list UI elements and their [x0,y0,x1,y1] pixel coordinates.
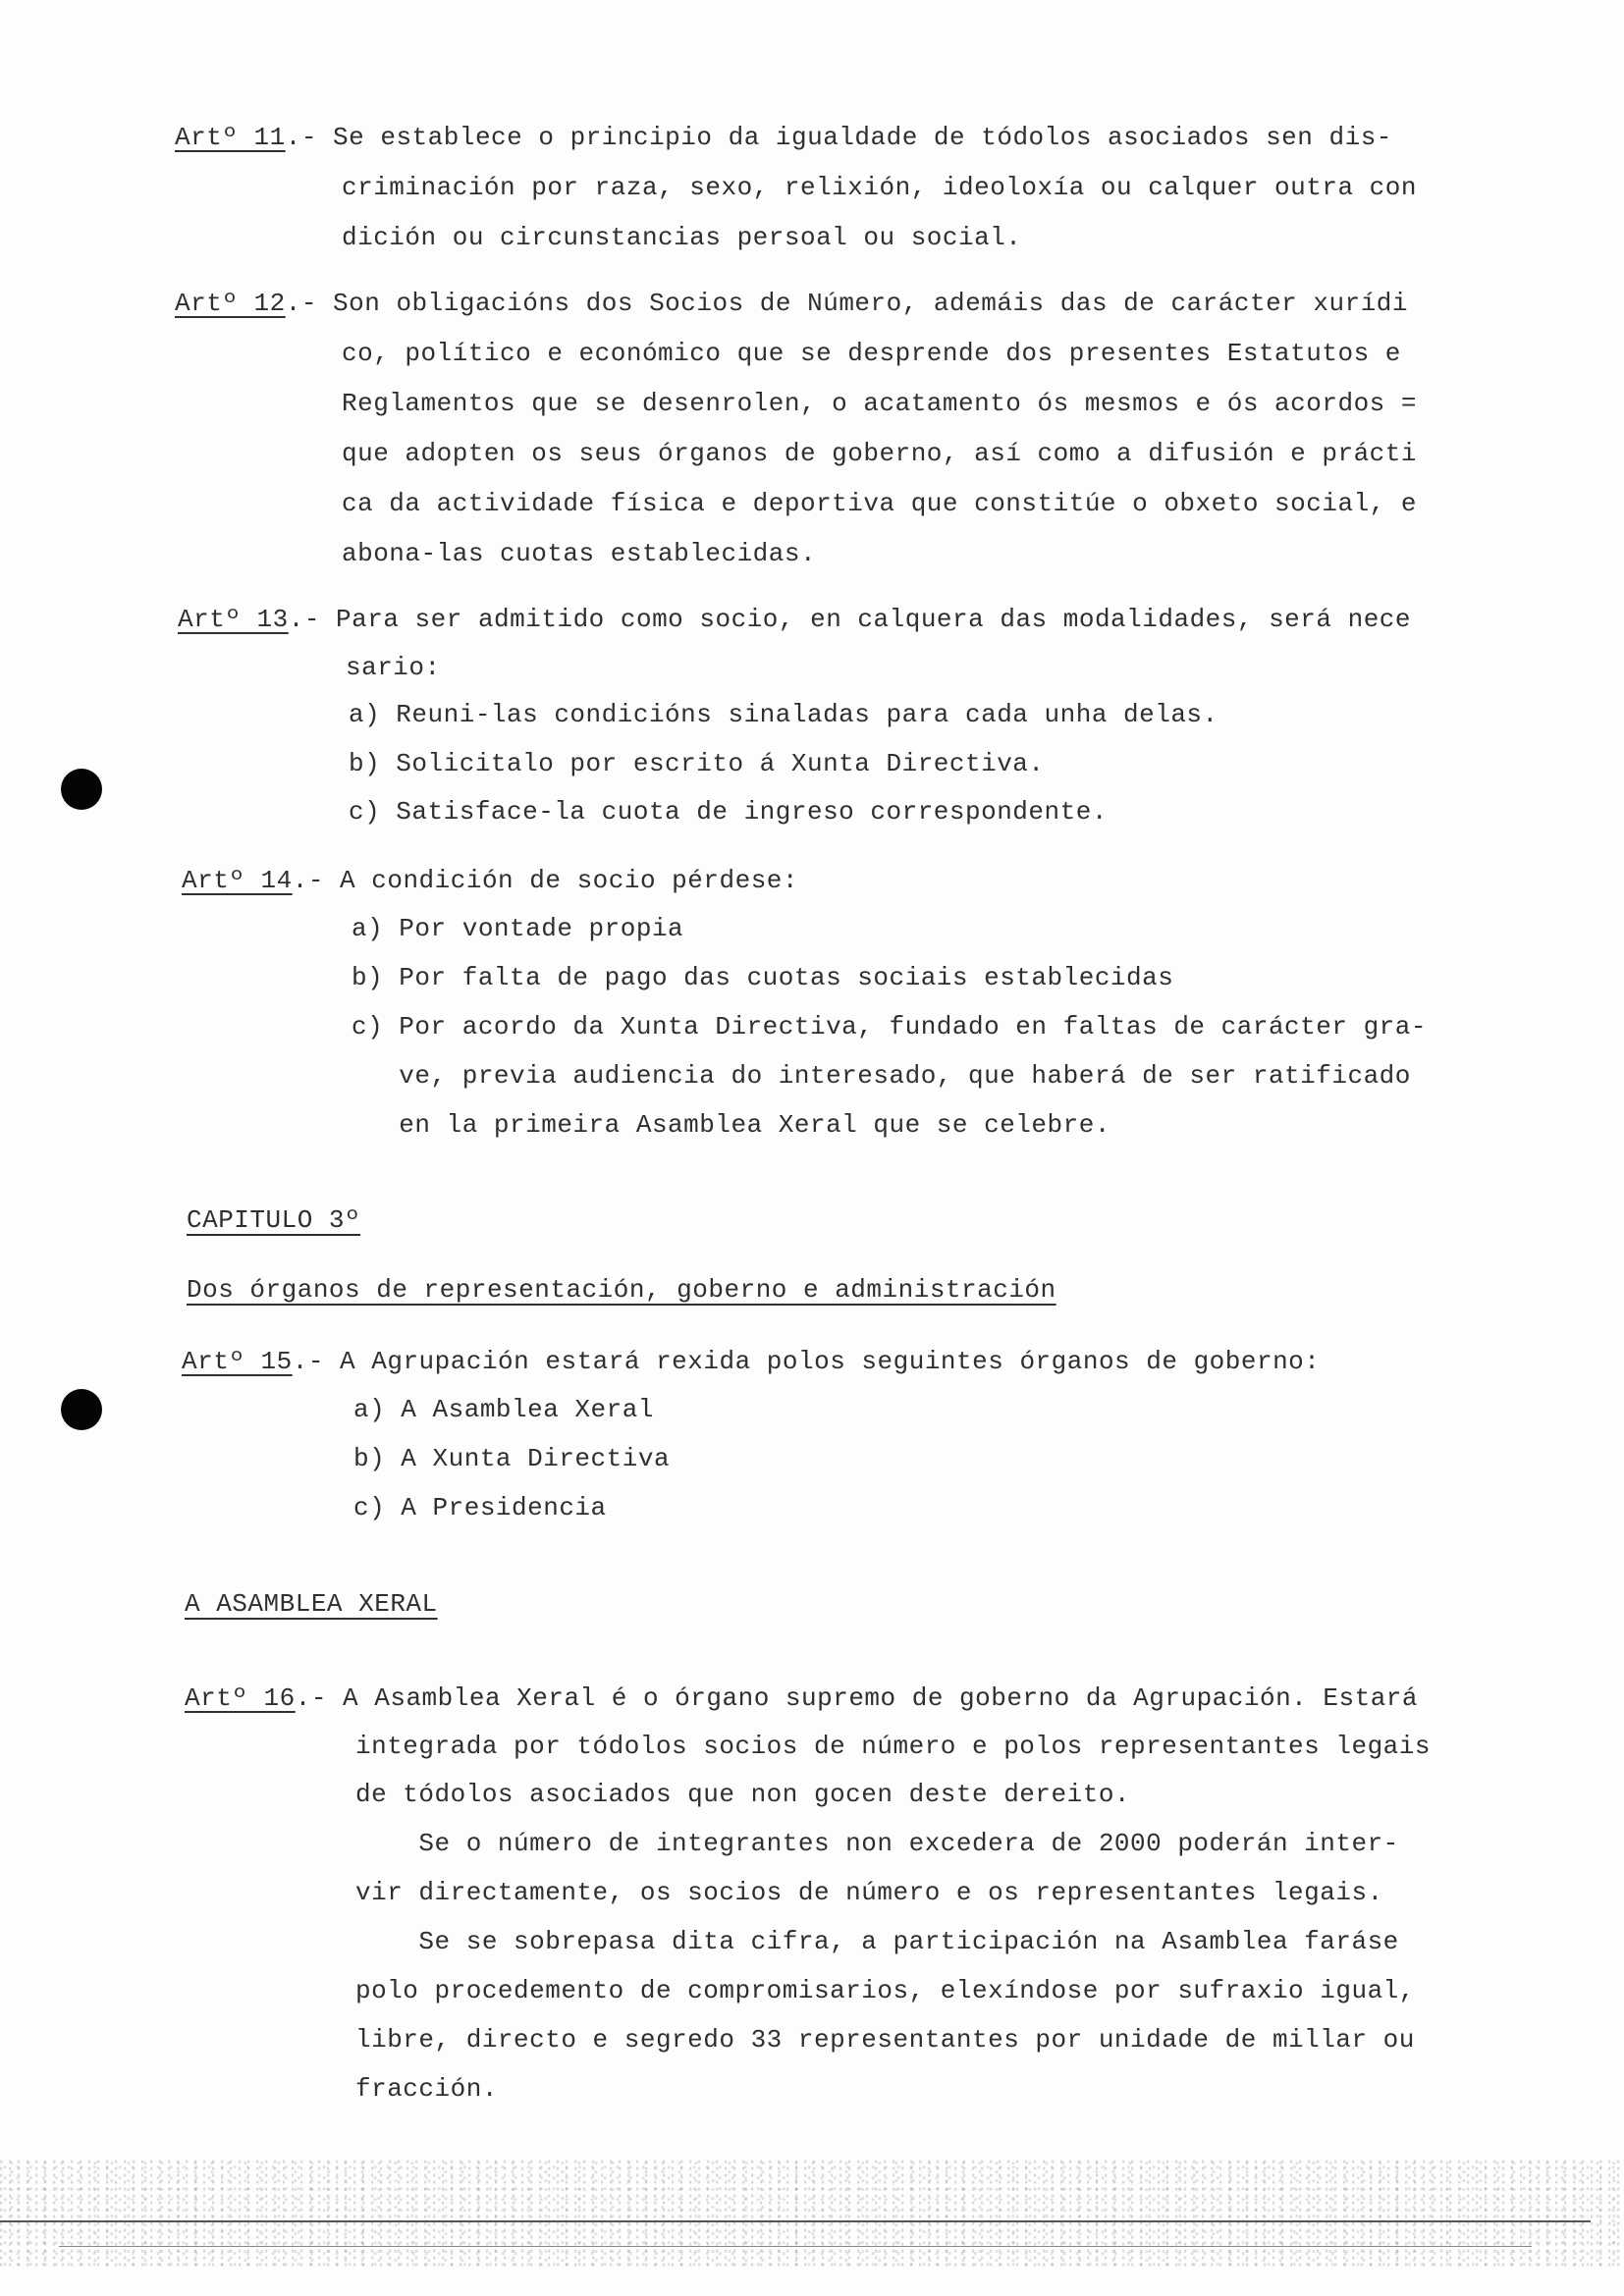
art13-first-line: Artº 13.- Para ser admitido como socio, en calquera das modalidades, será nece [178,605,1412,634]
art13-item-a: a) Reuni-las condicións sinaladas para cada unha delas. [349,700,1218,729]
art14-item-c-cont-1: ve, previa audiencia do interesado, que haberá de ser ratificado [352,1061,1411,1091]
art14-first-line: Artº 14.- A condición de socio pérdese: [182,866,799,895]
art14-item-a: a) Por vontade propia [352,914,684,943]
art15-first-line: Artº 15.- A Agrupación estará rexida polos seguintes órganos de goberno: [182,1347,1321,1376]
punch-hole-upper [61,769,102,810]
art15-item-b: b) A Xunta Directiva [353,1444,671,1473]
art12-line-6: abona-las cuotas establecidas. [342,539,817,568]
art15-label: Artº 15 [182,1347,293,1376]
scan-noise-band [0,2160,1624,2268]
art16-line-8: libre, directo e segredo 33 representantes por unidade de millar ou [355,2025,1415,2055]
bottom-scan-rule [0,2220,1591,2222]
art16-line-9: fracción. [355,2074,498,2104]
art12-line-5: ca da actividade física e deportiva que constitúe o obxeto social, e [342,489,1417,518]
art13-label: Artº 13 [178,605,289,634]
art16-line-5: vir directamente, os socios de número e os representantes legais. [355,1878,1383,1907]
art12-first-line: Artº 12.- Son obligacións dos Socios de Número, ademáis das de carácter xurídi [175,289,1409,318]
art16-line-7: polo procedemento de compromisarios, elexíndose por sufraxio igual, [355,1976,1415,2005]
art16-first-line: Artº 16.- A Asamblea Xeral é o órgano supremo de goberno da Agrupación. Estará [185,1683,1419,1713]
bottom-scan-rule-2 [59,2246,1532,2247]
chapter-title: CAPITULO 3º [187,1205,361,1235]
art11-line-3: dición ou circunstancias persoal ou social. [342,223,1022,252]
art12-line-3: Reglamentos que se desenrolen, o acatamento ós mesmos e ós acordos = [342,389,1417,418]
art16-label: Artº 16 [185,1683,296,1713]
art12-label: Artº 12 [175,289,286,318]
art11-label: Artº 11 [175,123,286,152]
art13-line-2: sario: [346,653,441,682]
art16-line-4: Se o número de integrantes non excedera de 2000 poderán inter- [355,1829,1399,1858]
art13-item-b: b) Solicitalo por escrito á Xunta Directiva. [349,749,1045,778]
art12-line-4: que adopten os seus órganos de goberno, así como a difusión e prácti [342,439,1417,468]
art16-line-2: integrada por tódolos socios de número e polos representantes legais [355,1732,1431,1761]
art15-item-c: c) A Presidencia [353,1493,607,1522]
section-title: A ASAMBLEA XERAL [185,1589,438,1619]
art14-item-b: b) Por falta de pago das cuotas sociais establecidas [352,963,1174,992]
art11-first-line: Artº 11.- Se establece o principio da igualdade de tódolos asociados sen dis- [175,123,1392,152]
chapter-subtitle: Dos órganos de representación, goberno e administración [187,1275,1056,1305]
art14-item-c-cont-2: en la primeira Asamblea Xeral que se celebre. [352,1110,1110,1140]
art15-item-a: a) A Asamblea Xeral [353,1395,654,1424]
art12-line-2: co, político e económico que se desprende dos presentes Estatutos e [342,339,1401,368]
art14-label: Artº 14 [182,866,293,895]
art11-line-2: criminación por raza, sexo, relixión, ideoloxía ou calquer outra con [342,173,1417,202]
art16-line-6: Se se sobrepasa dita cifra, a participación na Asamblea faráse [355,1927,1399,1956]
art14-item-c: c) Por acordo da Xunta Directiva, fundado en faltas de carácter gra- [352,1012,1427,1041]
punch-hole-lower [61,1389,102,1430]
art13-item-c: c) Satisface-la cuota de ingreso correspondente. [349,797,1108,827]
art16-line-3: de tódolos asociados que non gocen deste dereito. [355,1780,1131,1809]
